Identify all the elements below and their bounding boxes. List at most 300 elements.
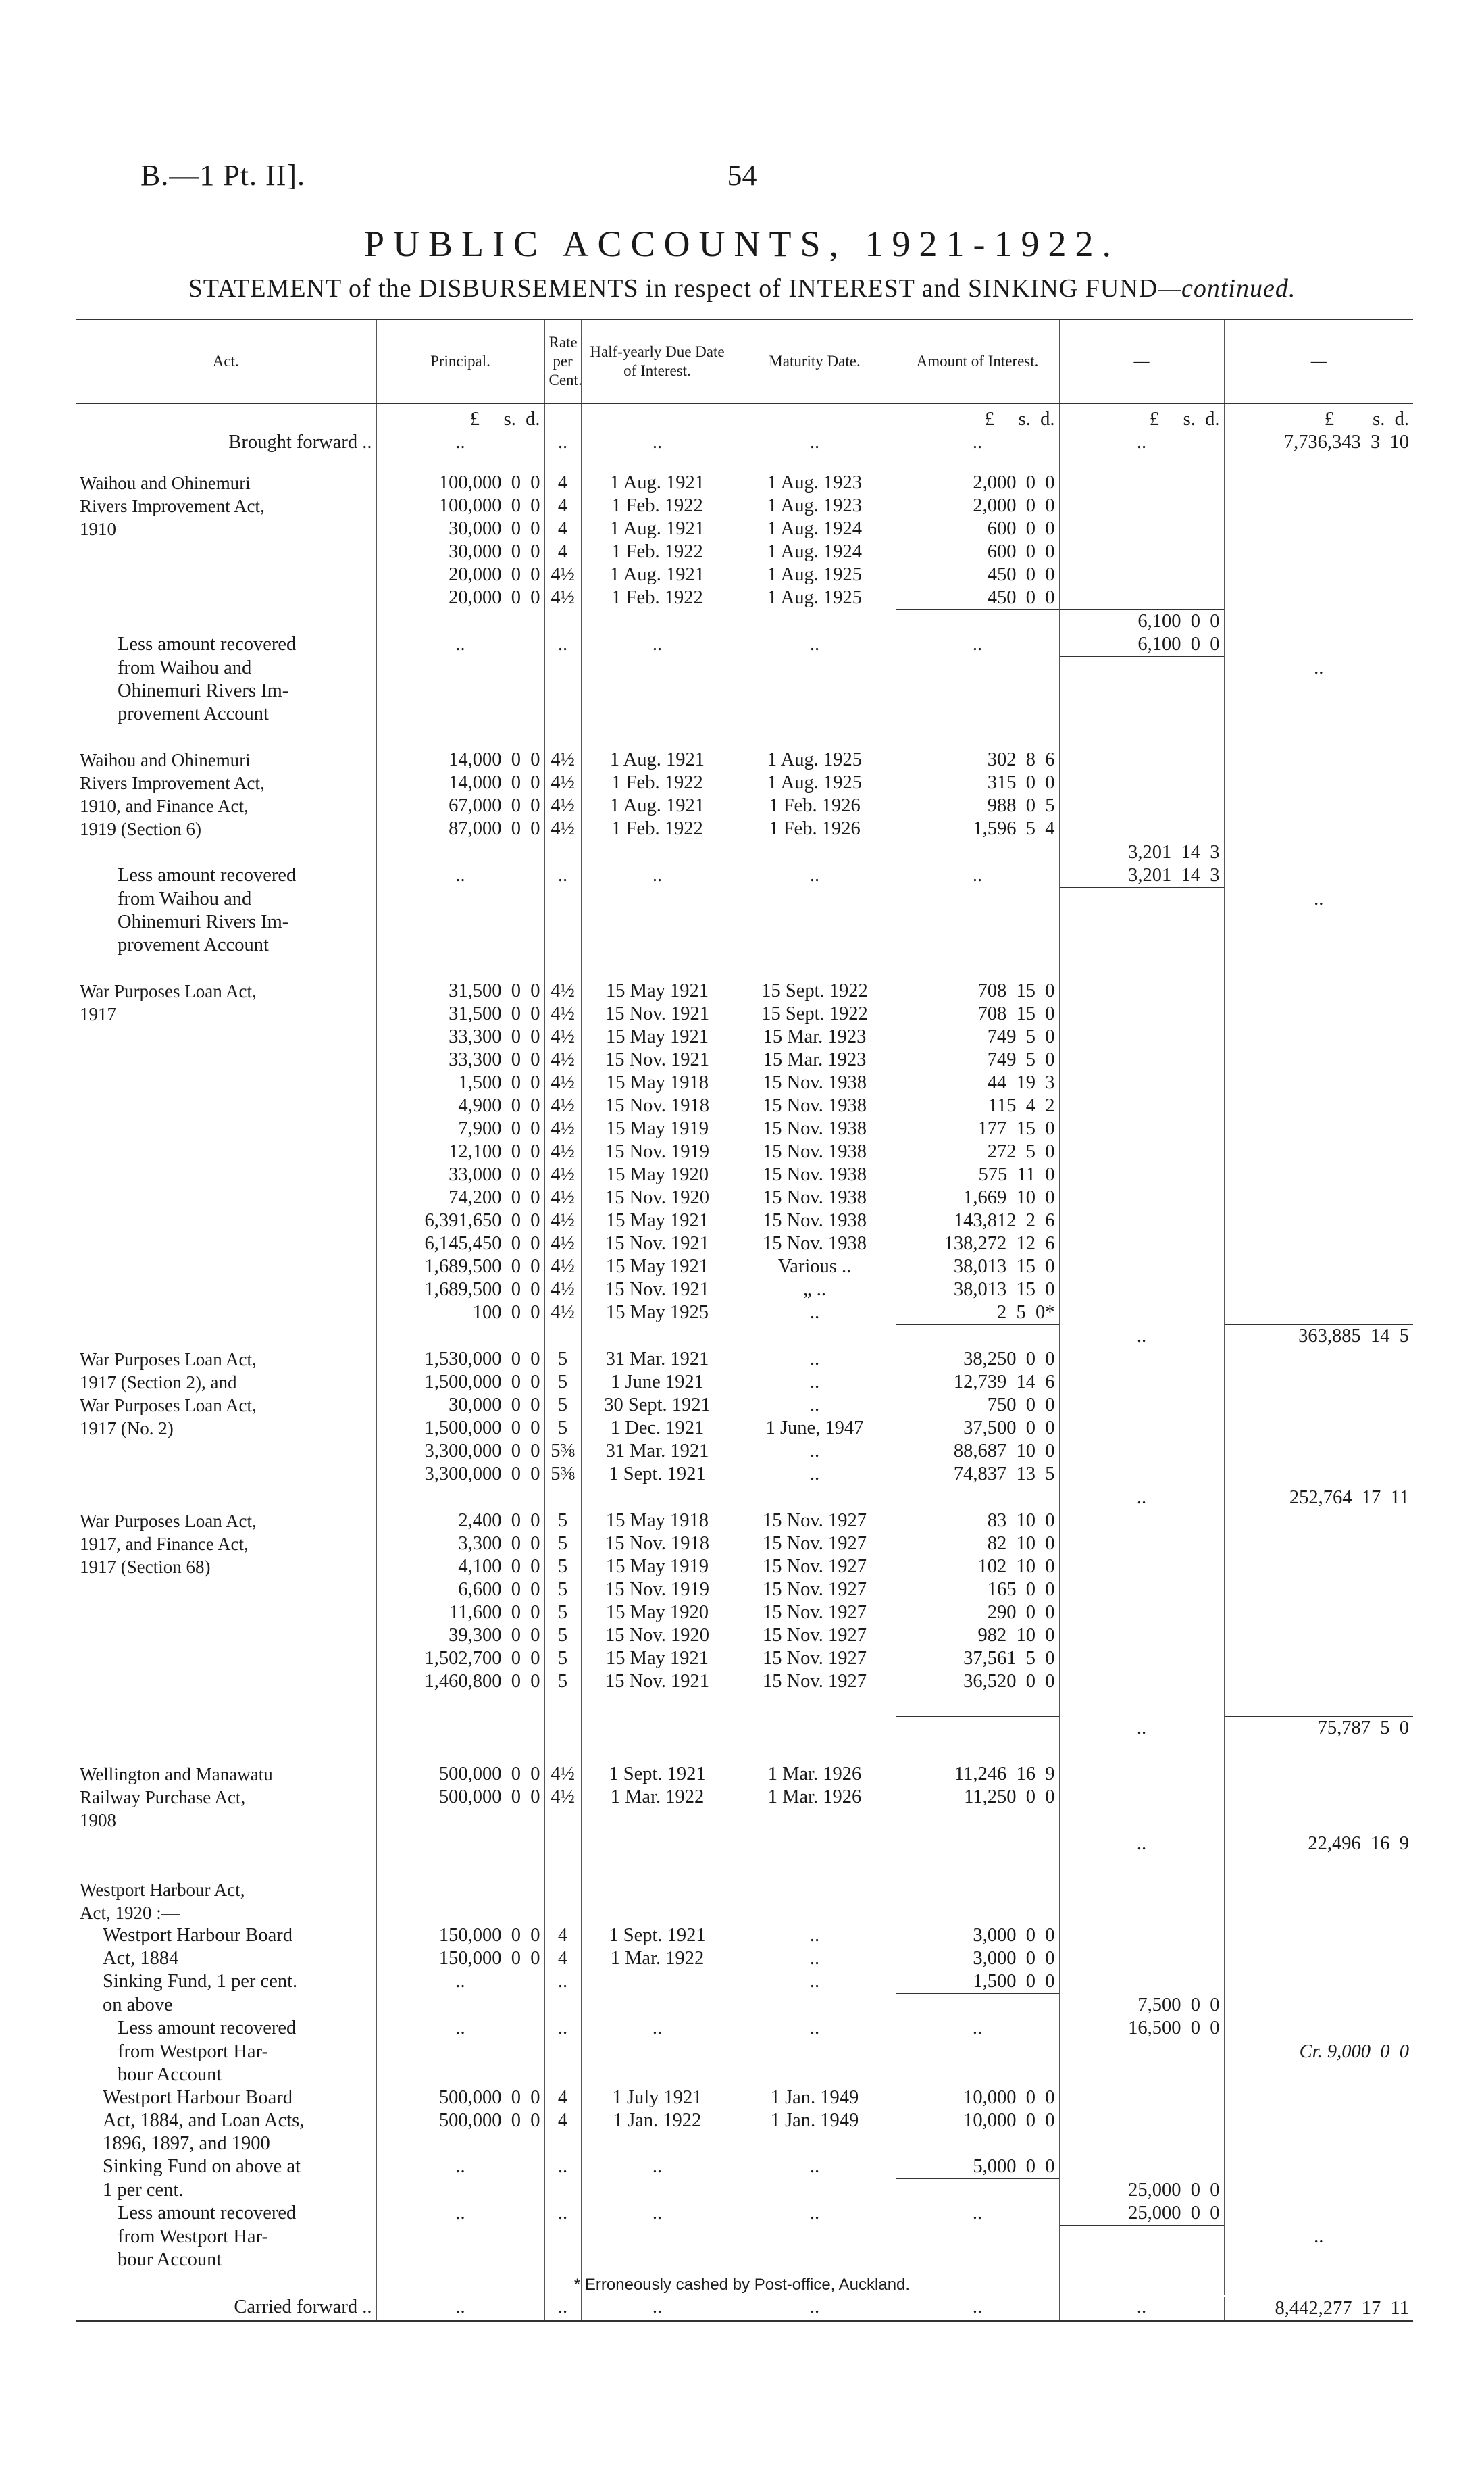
sub-act-label: 1896, 1897, and 1900 [76,2132,376,2155]
page-reference: B.—1 Pt. II]. [140,159,305,192]
dots: .. [581,2202,734,2226]
due-date-cell: 15 Nov. 1918 [581,1532,734,1555]
due-date-cell: 15 Nov. 1921 [581,1278,734,1301]
table-row [76,818,1413,841]
table-row [76,680,1413,703]
dots: .. [734,431,896,454]
less-label: provement Account [76,934,376,957]
less-label: from Waihou and [76,657,376,680]
maturity-cell: .. [734,1301,896,1325]
table-row [76,1049,1413,1072]
table-row [76,1555,1413,1578]
credit-total: Cr. 9,000 0 0 [1224,2040,1413,2064]
principal-cell: 74,200 0 0 [376,1186,544,1209]
table-row [76,1072,1413,1095]
act-label: 1917 (Section 68) [76,1555,376,1578]
principal-cell: 1,460,800 0 0 [376,1670,544,1693]
maturity-cell: 1 Jan. 1949 [734,2086,896,2109]
due-date-cell: 15 May 1921 [581,1647,734,1670]
rate-cell: 5 [544,1601,581,1624]
less-label: Less amount recovered [76,2202,376,2226]
principal-cell: 20,000 0 0 [376,563,544,586]
amount-cell: 83 10 0 [896,1509,1059,1532]
act-label: Westport Harbour Act, [76,1878,376,1901]
due-date-cell: 31 Mar. 1921 [581,1440,734,1463]
due-date-cell: 15 May 1918 [581,1072,734,1095]
table-row [76,2249,1413,2272]
act-label: Rivers Improvement Act, [76,772,376,795]
rate-cell: 4½ [544,1186,581,1209]
amount-cell: 88,687 10 0 [896,1440,1059,1463]
act-label: War Purposes Loan Act, [76,1394,376,1417]
sub-act-label: Act, 1884, and Loan Acts, [76,2109,376,2132]
due-date-cell: 1 Aug. 1921 [581,518,734,541]
recovered-amount: 3,201 14 3 [1059,864,1224,888]
principal-cell: 150,000 0 0 [376,1924,544,1947]
amount-cell: 44 19 3 [896,1072,1059,1095]
dots: .. [734,2296,896,2321]
due-date-cell: 1 Feb. 1922 [581,772,734,795]
maturity-cell: .. [734,1947,896,1970]
principal-cell: 39,300 0 0 [376,1624,544,1647]
rate-cell: 4 [544,1924,581,1947]
table-row [76,1670,1413,1693]
principal-cell: 14,000 0 0 [376,749,544,772]
maturity-cell: 1 Jan. 1949 [734,2109,896,2132]
act-label: 1917 (Section 2), and [76,1371,376,1394]
principal-cell: 1,689,500 0 0 [376,1278,544,1301]
dots: .. [734,2155,896,2179]
units-col-2: £ s. d. [1324,409,1409,430]
due-date-cell: 1 Dec. 1921 [581,1417,734,1440]
act-label: Railway Purchase Act, [76,1786,376,1809]
rate-cell: 4½ [544,1003,581,1026]
principal-cell: 3,300,000 0 0 [376,1440,544,1463]
principal-cell: 33,300 0 0 [376,1049,544,1072]
table-row [76,1463,1413,1486]
due-date-cell: 15 May 1921 [581,980,734,1003]
due-date-cell: 1 Feb. 1922 [581,586,734,610]
amount-cell: 115 4 2 [896,1095,1059,1118]
amount-cell: 82 10 0 [896,1532,1059,1555]
brought-forward-total: 7,736,343 3 10 [1283,432,1409,453]
dots: .. [1059,1832,1224,1856]
amount-cell: 143,812 2 6 [896,1209,1059,1232]
principal-cell: 1,500 0 0 [376,1072,544,1095]
due-date-cell: 15 Nov. 1921 [581,1003,734,1026]
due-date-cell: 15 Nov. 1920 [581,1624,734,1647]
act-label: Waihou and Ohinemuri [76,749,376,772]
maturity-cell: 1 Mar. 1926 [734,1763,896,1786]
dots: .. [376,431,544,454]
principal-cell: 31,500 0 0 [376,1003,544,1026]
table-row [76,2226,1413,2249]
table-row [76,2109,1413,2132]
maturity-cell: 15 Mar. 1923 [734,1049,896,1072]
rate-cell: 5 [544,1509,581,1532]
less-label: from Westport Har- [76,2226,376,2249]
amount-cell: 38,250 0 0 [896,1348,1059,1371]
page-number: 54 [727,159,757,192]
maturity-cell: 1 Aug. 1923 [734,472,896,495]
maturity-cell: 1 Aug. 1925 [734,586,896,610]
rate-cell: 5 [544,1670,581,1693]
amount-cell: 749 5 0 [896,1049,1059,1072]
dots: .. [896,864,1059,888]
maturity-cell: 1 Aug. 1925 [734,563,896,586]
table-row [76,980,1413,1003]
act-label: Wellington and Manawatu [76,1763,376,1786]
dots: .. [581,431,734,454]
maturity-cell: 15 Sept. 1922 [734,1003,896,1026]
due-date-cell: 1 Mar. 1922 [581,1947,734,1970]
principal-cell: 6,600 0 0 [376,1578,544,1601]
rate-cell: 4½ [544,1163,581,1186]
less-label: provement Account [76,703,376,726]
maturity-cell: .. [734,1440,896,1463]
dots: .. [1059,2296,1224,2321]
units-principal: £ s. d. [376,403,544,431]
dots: .. [376,2017,544,2040]
due-date-cell: 1 Feb. 1922 [581,818,734,841]
maturity-cell: 1 Feb. 1926 [734,818,896,841]
amount-cell: 2,000 0 0 [896,472,1059,495]
table-row [76,1163,1413,1186]
sinking-fund-label: 1 per cent. [76,2179,376,2203]
principal-cell: 500,000 0 0 [376,1786,544,1809]
table-row [76,1417,1413,1440]
recovered-amount: 16,500 0 0 [1059,2017,1224,2040]
dots: .. [1314,657,1324,678]
rate-cell: 5 [544,1348,581,1371]
maturity-cell: Various .. [734,1255,896,1278]
amount-cell: 12,739 14 6 [896,1371,1059,1394]
table-row [76,2063,1413,2086]
principal-cell: 2,400 0 0 [376,1509,544,1532]
less-label: bour Account [76,2249,376,2272]
maturity-cell: 1 Feb. 1926 [734,795,896,818]
section-subtotal: 25,000 0 0 [1059,2179,1224,2203]
due-date-cell: 15 May 1925 [581,1301,734,1325]
principal-cell: 100,000 0 0 [376,472,544,495]
sinking-fund-label: on above [76,1994,376,2018]
maturity-cell: 1 June, 1947 [734,1417,896,1440]
amount-cell: 708 15 0 [896,1003,1059,1026]
dots: .. [734,2017,896,2040]
principal-cell: 20,000 0 0 [376,586,544,610]
due-date-cell: 15 Nov. 1918 [581,1095,734,1118]
principal-cell: 11,600 0 0 [376,1601,544,1624]
statement-title [0,274,1484,303]
table-row [76,495,1413,518]
dots: .. [1314,888,1324,909]
dots: .. [544,633,581,657]
carried-forward-label: Carried forward .. [76,2296,376,2321]
dots: .. [734,1970,896,1994]
principal-cell: 31,500 0 0 [376,980,544,1003]
amount-cell: 38,013 15 0 [896,1255,1059,1278]
table-row [76,2202,1413,2226]
amount-cell: 982 10 0 [896,1624,1059,1647]
due-date-cell: 15 May 1921 [581,1026,734,1049]
act-label: War Purposes Loan Act, [76,1348,376,1371]
dots: .. [581,2296,734,2321]
less-label: from Westport Har- [76,2040,376,2064]
maturity-cell: 15 Nov. 1927 [734,1555,896,1578]
section-total-row [76,1325,1413,1349]
dots: .. [581,2017,734,2040]
table-row [76,541,1413,563]
maturity-cell: 15 Sept. 1922 [734,980,896,1003]
act-label: 1917 (No. 2) [76,1417,376,1440]
spacer-row [76,1855,1413,1878]
dots: .. [896,431,1059,454]
rate-cell: 5 [544,1624,581,1647]
rate-cell: 5 [544,1417,581,1440]
principal-cell: 4,100 0 0 [376,1555,544,1578]
dots: .. [376,2296,544,2321]
disbursements-table [76,319,1413,2322]
col-blank-1: — [1059,320,1224,403]
maturity-cell: .. [734,1924,896,1947]
spacer-row [76,1740,1413,1763]
rate-cell: 4½ [544,1301,581,1325]
rate-cell: 5 [544,1578,581,1601]
amount-cell: 36,520 0 0 [896,1670,1059,1693]
maturity-cell: 1 Aug. 1924 [734,541,896,563]
act-label: War Purposes Loan Act, [76,1509,376,1532]
principal-cell: 500,000 0 0 [376,1763,544,1786]
rate-cell: 5⅜ [544,1463,581,1486]
principal-cell: 87,000 0 0 [376,818,544,841]
principal-cell: 7,900 0 0 [376,1118,544,1141]
rate-cell: 4½ [544,1232,581,1255]
due-date-cell: 1 Jan. 1922 [581,2109,734,2132]
amount-cell: 302 8 6 [896,749,1059,772]
carried-forward-total: 8,442,277 17 11 [1224,2296,1413,2321]
dots: .. [896,2296,1059,2321]
table-row [76,1186,1413,1209]
dots: .. [1059,1486,1224,1510]
col-act: Act. [76,320,376,403]
table-row [76,749,1413,772]
rate-cell: 4½ [544,818,581,841]
principal-cell: 500,000 0 0 [376,2086,544,2109]
table-row [76,1026,1413,1049]
amount-cell: 2 5 0* [896,1301,1059,1325]
rate-cell: 4 [544,1947,581,1970]
rate-cell: 4 [544,2109,581,2132]
due-date-cell: 1 Aug. 1921 [581,749,734,772]
units-col-1: £ s. d. [1059,403,1224,431]
dots: .. [734,633,896,657]
table-row [76,1509,1413,1532]
rate-cell: 4½ [544,1763,581,1786]
amount-cell: 38,013 15 0 [896,1278,1059,1301]
rate-cell: 4½ [544,1049,581,1072]
due-date-cell: 30 Sept. 1921 [581,1394,734,1417]
maturity-cell: 1 Aug. 1925 [734,749,896,772]
less-label: bour Account [76,2063,376,2086]
due-date-cell: 1 July 1921 [581,2086,734,2109]
due-date-cell: 1 Sept. 1921 [581,1763,734,1786]
due-date-cell: 15 May 1919 [581,1118,734,1141]
maturity-cell: 15 Nov. 1927 [734,1532,896,1555]
rate-cell: 5⅜ [544,1440,581,1463]
principal-cell: 1,500,000 0 0 [376,1371,544,1394]
rate-cell: 4½ [544,1209,581,1232]
rate-cell: 4 [544,472,581,495]
table-row [76,1232,1413,1255]
maturity-cell: 15 Nov. 1938 [734,1163,896,1186]
units-row [76,403,1413,431]
carried-forward-row [76,2296,1413,2321]
document-title: PUBLIC ACCOUNTS, 1921-1922. [363,224,1121,264]
section-total: 363,885 14 5 [1224,1325,1413,1349]
less-label: Ohinemuri Rivers Im- [76,680,376,703]
table-row [76,1301,1413,1325]
amount-cell: 1,669 10 0 [896,1186,1059,1209]
rate-cell: 5 [544,1394,581,1417]
dots: .. [581,2155,734,2179]
recovered-amount: 6,100 0 0 [1059,633,1224,657]
table-row [76,1440,1413,1463]
col-due-date: Half-yearly Due Date of Interest. [581,320,734,403]
table-row [76,772,1413,795]
less-label: Less amount recovered [76,2017,376,2040]
spacer-row [76,1693,1413,1717]
dots: .. [1059,431,1224,454]
due-date-cell: 15 May 1920 [581,1163,734,1186]
act-label: Act, 1920 :— [76,1901,376,1924]
rate-cell: 4½ [544,563,581,586]
principal-cell: 30,000 0 0 [376,518,544,541]
brought-forward-label: Brought forward .. [76,431,376,454]
rate-cell: 4½ [544,1141,581,1163]
amount-cell: 11,250 0 0 [896,1786,1059,1809]
sub-act-label: Westport Harbour Board [76,1924,376,1947]
table-row [76,934,1413,957]
table-row [76,1878,1413,1901]
dots: .. [734,864,896,888]
dots: .. [376,633,544,657]
dots: .. [544,864,581,888]
table-row [76,1924,1413,1947]
col-maturity: Maturity Date. [734,320,896,403]
amount-cell: 988 0 5 [896,795,1059,818]
act-label: Waihou and Ohinemuri [76,472,376,495]
section-total-row [76,1486,1413,1510]
maturity-cell: 15 Nov. 1938 [734,1095,896,1118]
principal-cell: 30,000 0 0 [376,1394,544,1417]
dots: .. [544,2017,581,2040]
due-date-cell: 1 Sept. 1921 [581,1924,734,1947]
maturity-cell: .. [734,1463,896,1486]
dots: .. [544,2296,581,2321]
act-label: 1910 [76,518,376,541]
amount-cell: 749 5 0 [896,1026,1059,1049]
rate-cell: 4½ [544,795,581,818]
amount-cell: 102 10 0 [896,1555,1059,1578]
section-total: 22,496 16 9 [1224,1832,1413,1856]
section-subtotal: 7,500 0 0 [1059,1994,1224,2018]
dots: .. [544,431,581,454]
col-rate: Rate per Cent. [544,320,581,403]
due-date-cell: 1 Feb. 1922 [581,541,734,563]
table-row [76,1095,1413,1118]
maturity-cell: 1 Aug. 1924 [734,518,896,541]
table-row [76,1532,1413,1555]
maturity-cell: 1 Mar. 1926 [734,1786,896,1809]
less-label: Less amount recovered [76,633,376,657]
statement-continued: —continued. [1158,274,1296,303]
rate-cell: 4½ [544,1255,581,1278]
due-date-cell: 15 Nov. 1921 [581,1670,734,1693]
maturity-cell: 1 Aug. 1923 [734,495,896,518]
table-row [76,1371,1413,1394]
principal-cell: 67,000 0 0 [376,795,544,818]
rate-cell: 5 [544,1555,581,1578]
table-row [76,633,1413,657]
maturity-cell: 15 Nov. 1938 [734,1232,896,1255]
table-row [76,888,1413,911]
table-row [76,1647,1413,1670]
act-label: 1919 (Section 6) [76,818,376,841]
rate-cell: 4 [544,2086,581,2109]
amount-cell: 290 0 0 [896,1601,1059,1624]
amount-cell: 165 0 0 [896,1578,1059,1601]
amount-cell: 3,000 0 0 [896,1947,1059,1970]
rate-cell: 5 [544,1532,581,1555]
table-row [76,1255,1413,1278]
maturity-cell: 15 Nov. 1927 [734,1601,896,1624]
table-row [76,1394,1413,1417]
maturity-cell: 15 Nov. 1938 [734,1072,896,1095]
due-date-cell: 15 May 1918 [581,1509,734,1532]
table-row [76,2132,1413,2155]
sinking-fund-amount: 1,500 0 0 [896,1970,1059,1994]
amount-cell: 1,596 5 4 [896,818,1059,841]
principal-cell: 150,000 0 0 [376,1947,544,1970]
dots: .. [544,2202,581,2226]
rate-cell: 4½ [544,1095,581,1118]
maturity-cell: 15 Nov. 1938 [734,1186,896,1209]
rate-cell: 4½ [544,586,581,610]
col-blank-2: — [1224,320,1413,403]
due-date-cell: 1 June 1921 [581,1371,734,1394]
act-label: 1910, and Finance Act, [76,795,376,818]
amount-cell: 272 5 0 [896,1141,1059,1163]
rate-cell: 4 [544,495,581,518]
due-date-cell: 1 Aug. 1921 [581,795,734,818]
principal-cell: 3,300 0 0 [376,1532,544,1555]
table-row [76,1209,1413,1232]
statement-main: STATEMENT of the DISBURSEMENTS in respect of INTEREST and SINKING FUND [188,274,1158,303]
maturity-cell: 15 Nov. 1927 [734,1578,896,1601]
act-label: 1917 [76,1003,376,1026]
table-row [76,1809,1413,1832]
principal-cell: 3,300,000 0 0 [376,1463,544,1486]
table-row [76,1947,1413,1970]
principal-cell: 14,000 0 0 [376,772,544,795]
principal-cell: 500,000 0 0 [376,2109,544,2132]
table-row [76,2086,1413,2109]
maturity-cell: 15 Nov. 1938 [734,1118,896,1141]
table-row [76,1601,1413,1624]
sinking-fund-label: Sinking Fund, 1 per cent. [76,1970,376,1994]
sinking-fund-label: Sinking Fund on above at [76,2155,376,2179]
col-principal: Principal. [376,320,544,403]
